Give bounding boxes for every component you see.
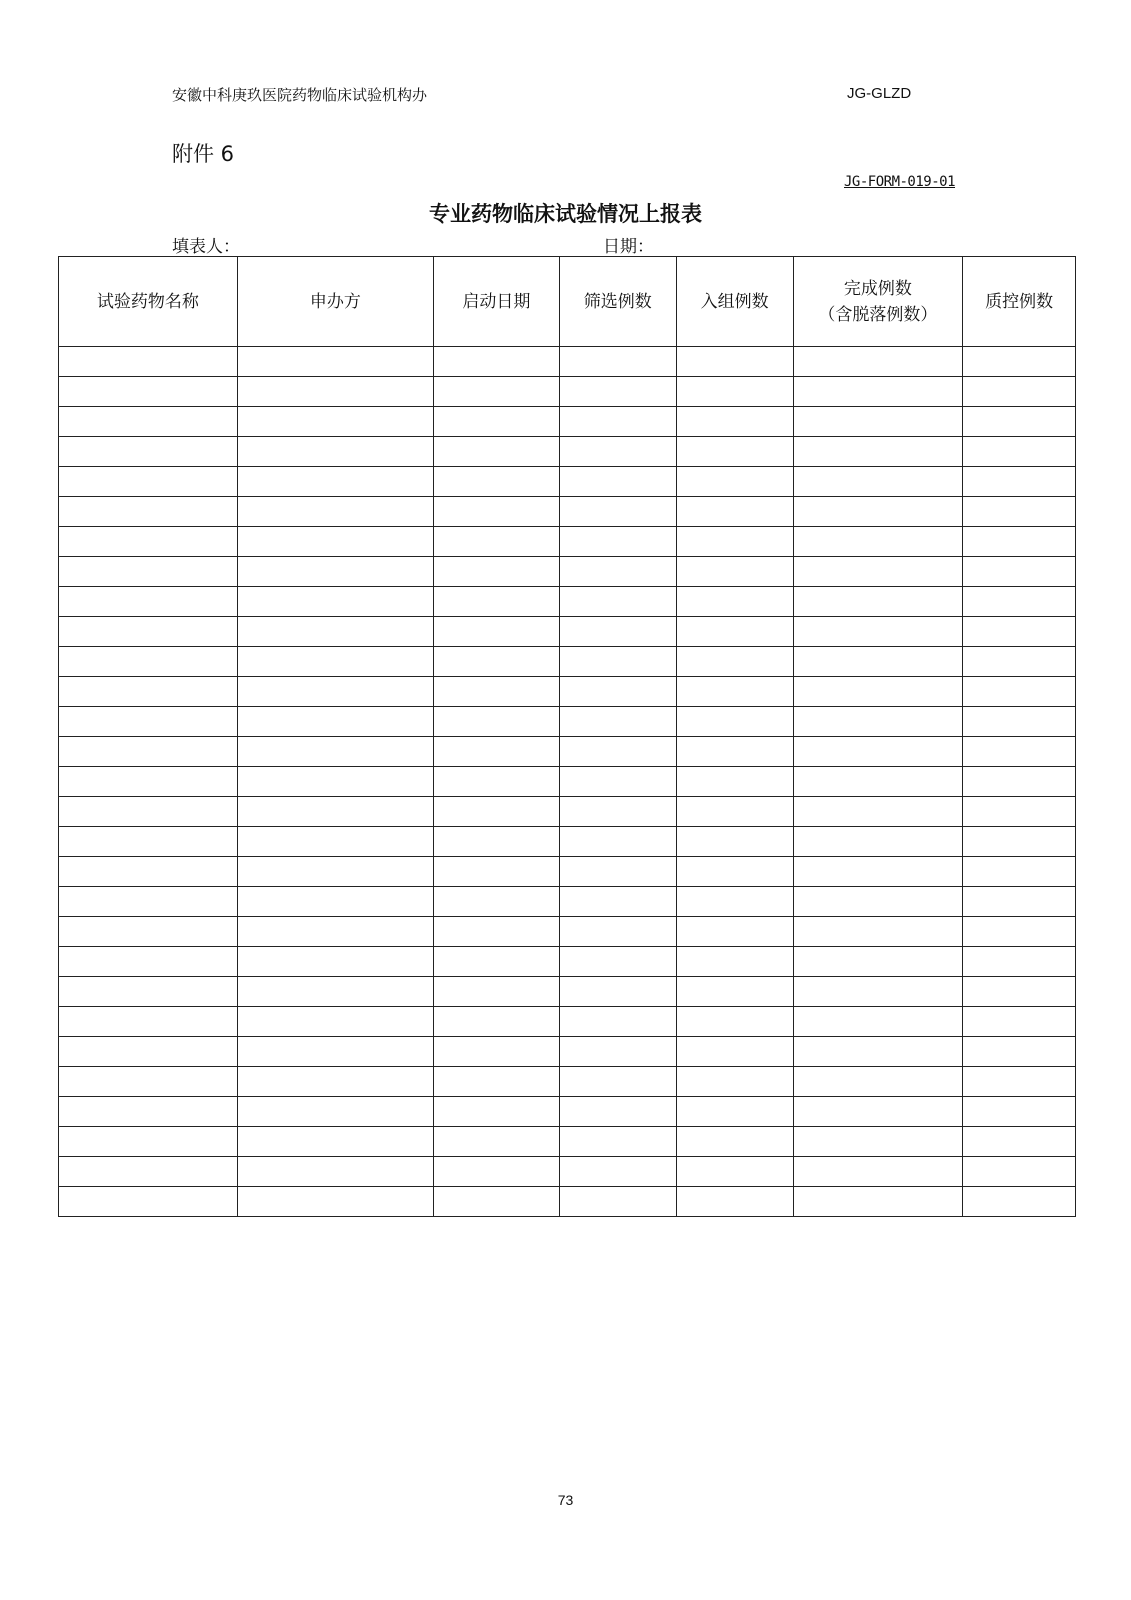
table-cell[interactable] — [433, 797, 559, 827]
table-cell[interactable] — [237, 917, 433, 947]
table-cell[interactable] — [59, 347, 238, 377]
table-row — [59, 617, 1076, 647]
table-cell[interactable] — [559, 647, 676, 677]
table-cell[interactable] — [237, 1067, 433, 1097]
table-cell[interactable] — [793, 497, 963, 527]
table-cell[interactable] — [237, 767, 433, 797]
table-cell[interactable] — [237, 1127, 433, 1157]
table-cell[interactable] — [433, 737, 559, 767]
table-cell[interactable] — [963, 827, 1076, 857]
col-header-screened: 筛选例数 — [559, 257, 676, 347]
table-row — [59, 1037, 1076, 1067]
table-cell[interactable] — [793, 407, 963, 437]
table-row — [59, 917, 1076, 947]
table-cell[interactable] — [793, 737, 963, 767]
table-cell[interactable] — [559, 1037, 676, 1067]
table-cell[interactable] — [433, 1157, 559, 1187]
table-cell[interactable] — [59, 1067, 238, 1097]
table-cell[interactable] — [59, 587, 238, 617]
col-header-start-date: 启动日期 — [433, 257, 559, 347]
table-row — [59, 1187, 1076, 1217]
table-cell[interactable] — [59, 797, 238, 827]
table-cell[interactable] — [963, 617, 1076, 647]
table-cell[interactable] — [237, 377, 433, 407]
table-row — [59, 647, 1076, 677]
table-cell[interactable] — [433, 497, 559, 527]
table-row — [59, 1097, 1076, 1127]
table-header-row — [59, 257, 1076, 347]
table-row — [59, 467, 1076, 497]
table-cell[interactable] — [59, 497, 238, 527]
table-cell[interactable] — [676, 587, 793, 617]
table-cell[interactable] — [433, 1187, 559, 1217]
table-cell[interactable] — [793, 1097, 963, 1127]
table-cell[interactable] — [676, 437, 793, 467]
table-cell[interactable] — [433, 977, 559, 1007]
table-cell[interactable] — [963, 1037, 1076, 1067]
table-row — [59, 797, 1076, 827]
table-cell[interactable] — [676, 737, 793, 767]
table-cell[interactable] — [676, 1097, 793, 1127]
table-cell[interactable] — [237, 647, 433, 677]
table-cell[interactable] — [559, 527, 676, 557]
table-cell[interactable] — [963, 677, 1076, 707]
table-cell[interactable] — [793, 827, 963, 857]
table-cell[interactable] — [793, 347, 963, 377]
table-cell[interactable] — [963, 1097, 1076, 1127]
table-cell[interactable] — [793, 527, 963, 557]
table-cell[interactable] — [433, 1127, 559, 1157]
table-cell[interactable] — [676, 917, 793, 947]
table-cell[interactable] — [676, 857, 793, 887]
table-cell[interactable] — [963, 557, 1076, 587]
table-cell[interactable] — [793, 467, 963, 497]
table-cell[interactable] — [963, 707, 1076, 737]
table-cell[interactable] — [237, 437, 433, 467]
table-cell[interactable] — [963, 1127, 1076, 1157]
table-cell[interactable] — [559, 1127, 676, 1157]
table-cell[interactable] — [237, 557, 433, 587]
table-cell[interactable] — [433, 1097, 559, 1127]
table-cell[interactable] — [559, 407, 676, 437]
table-cell[interactable] — [676, 977, 793, 1007]
table-cell[interactable] — [433, 557, 559, 587]
table-cell[interactable] — [59, 1127, 238, 1157]
table-cell[interactable] — [676, 1187, 793, 1217]
table-cell[interactable] — [59, 1157, 238, 1187]
table-cell[interactable] — [793, 887, 963, 917]
table-cell[interactable] — [559, 617, 676, 647]
table-row — [59, 347, 1076, 377]
table-cell[interactable] — [559, 857, 676, 887]
table-cell[interactable] — [793, 377, 963, 407]
table-cell[interactable] — [793, 557, 963, 587]
table-cell[interactable] — [559, 467, 676, 497]
table-cell[interactable] — [963, 887, 1076, 917]
table-cell[interactable] — [59, 737, 238, 767]
table-cell[interactable] — [559, 827, 676, 857]
table-cell[interactable] — [963, 527, 1076, 557]
table-cell[interactable] — [676, 677, 793, 707]
table-cell[interactable] — [793, 947, 963, 977]
table-cell[interactable] — [676, 1127, 793, 1157]
table-cell[interactable] — [559, 377, 676, 407]
table-cell[interactable] — [676, 707, 793, 737]
table-cell[interactable] — [59, 647, 238, 677]
table-cell[interactable] — [559, 1157, 676, 1187]
table-row — [59, 977, 1076, 1007]
table-cell[interactable] — [559, 1067, 676, 1097]
page-number: 73 — [557, 1492, 574, 1508]
table-cell[interactable] — [433, 347, 559, 377]
table-cell[interactable] — [963, 467, 1076, 497]
table-cell[interactable] — [433, 677, 559, 707]
table-cell[interactable] — [963, 587, 1076, 617]
table-cell[interactable] — [963, 797, 1076, 827]
header-institution: 安徽中科庚玖医院药物临床试验机构办 — [172, 86, 428, 104]
table-row — [59, 737, 1076, 767]
table-row — [59, 1127, 1076, 1157]
table-cell[interactable] — [559, 497, 676, 527]
table-cell[interactable] — [59, 857, 238, 887]
table-cell[interactable] — [433, 377, 559, 407]
table-row — [59, 887, 1076, 917]
table-cell[interactable] — [59, 1007, 238, 1037]
table-cell[interactable] — [59, 977, 238, 1007]
table-row — [59, 707, 1076, 737]
table-cell[interactable] — [559, 557, 676, 587]
table-cell[interactable] — [676, 407, 793, 437]
table-cell[interactable] — [963, 347, 1076, 377]
table-cell[interactable] — [433, 647, 559, 677]
table-cell[interactable] — [793, 437, 963, 467]
table-cell[interactable] — [59, 827, 238, 857]
table-cell[interactable] — [59, 617, 238, 647]
table-cell[interactable] — [676, 377, 793, 407]
table-cell[interactable] — [433, 437, 559, 467]
table-row — [59, 857, 1076, 887]
table-cell[interactable] — [793, 587, 963, 617]
table-cell[interactable] — [963, 1007, 1076, 1037]
table-cell[interactable] — [433, 887, 559, 917]
table-cell[interactable] — [793, 1007, 963, 1037]
table-cell[interactable] — [433, 467, 559, 497]
table-cell[interactable] — [559, 737, 676, 767]
table-cell[interactable] — [676, 617, 793, 647]
table-cell[interactable] — [676, 1037, 793, 1067]
table-cell[interactable] — [676, 1067, 793, 1097]
table-cell[interactable] — [963, 737, 1076, 767]
table-row — [59, 557, 1076, 587]
form-title: 专业药物临床试验情况上报表 — [429, 202, 702, 226]
table-row — [59, 827, 1076, 857]
filler-label: 填表人： — [172, 237, 240, 257]
table-cell[interactable] — [237, 797, 433, 827]
table-cell[interactable] — [676, 347, 793, 377]
table-cell[interactable] — [433, 407, 559, 437]
table-cell[interactable] — [237, 527, 433, 557]
table-cell[interactable] — [59, 917, 238, 947]
table-cell[interactable] — [237, 887, 433, 917]
table-cell[interactable] — [237, 1157, 433, 1187]
table-cell[interactable] — [793, 617, 963, 647]
table-cell[interactable] — [433, 707, 559, 737]
date-label: 日期： — [603, 237, 654, 257]
table-cell[interactable] — [237, 1037, 433, 1067]
table-cell[interactable] — [676, 887, 793, 917]
header-doc-code: JG-GLZD — [847, 85, 912, 102]
table-cell[interactable] — [559, 347, 676, 377]
table-cell[interactable] — [59, 1097, 238, 1127]
col-header-enrolled: 入组例数 — [676, 257, 793, 347]
table-cell[interactable] — [559, 587, 676, 617]
table-cell[interactable] — [676, 947, 793, 977]
table-cell[interactable] — [793, 1127, 963, 1157]
table-cell[interactable] — [676, 527, 793, 557]
table-cell[interactable] — [793, 1067, 963, 1097]
table-cell[interactable] — [559, 767, 676, 797]
table-cell[interactable] — [963, 1187, 1076, 1217]
table-cell[interactable] — [237, 737, 433, 767]
table-cell[interactable] — [59, 437, 238, 467]
table-cell[interactable] — [59, 1037, 238, 1067]
table-cell[interactable] — [59, 887, 238, 917]
table-cell[interactable] — [237, 617, 433, 647]
table-cell[interactable] — [676, 647, 793, 677]
table-cell[interactable] — [676, 497, 793, 527]
table-cell[interactable] — [237, 407, 433, 437]
table-cell[interactable] — [559, 947, 676, 977]
table-row — [59, 497, 1076, 527]
table-cell[interactable] — [559, 797, 676, 827]
col-header-sponsor: 申办方 — [237, 257, 433, 347]
table-cell[interactable] — [963, 857, 1076, 887]
table-cell[interactable] — [963, 1157, 1076, 1187]
table-cell[interactable] — [559, 1187, 676, 1217]
table-row — [59, 587, 1076, 617]
table-row — [59, 377, 1076, 407]
table-cell[interactable] — [559, 1097, 676, 1127]
table-cell[interactable] — [793, 977, 963, 1007]
table-cell[interactable] — [59, 527, 238, 557]
table-cell[interactable] — [59, 377, 238, 407]
table-cell[interactable] — [237, 1007, 433, 1037]
table-cell[interactable] — [559, 1007, 676, 1037]
table-cell[interactable] — [676, 467, 793, 497]
form-code: JG-FORM-019-01 — [844, 174, 956, 190]
table-cell[interactable] — [559, 677, 676, 707]
table-cell[interactable] — [559, 917, 676, 947]
table-cell[interactable] — [793, 857, 963, 887]
table-cell[interactable] — [793, 917, 963, 947]
table-cell[interactable] — [793, 767, 963, 797]
table-row — [59, 1007, 1076, 1037]
table-cell[interactable] — [963, 977, 1076, 1007]
table-cell[interactable] — [237, 677, 433, 707]
table-cell[interactable] — [559, 707, 676, 737]
table-cell[interactable] — [676, 1157, 793, 1187]
table-cell[interactable] — [559, 887, 676, 917]
table-cell[interactable] — [963, 377, 1076, 407]
table-cell[interactable] — [237, 1097, 433, 1127]
table-cell[interactable] — [433, 587, 559, 617]
table-cell[interactable] — [59, 1187, 238, 1217]
table-cell[interactable] — [433, 917, 559, 947]
table-cell[interactable] — [237, 707, 433, 737]
table-cell[interactable] — [793, 647, 963, 677]
table-cell[interactable] — [559, 437, 676, 467]
table-cell[interactable] — [237, 977, 433, 1007]
table-cell[interactable] — [59, 947, 238, 977]
table-cell[interactable] — [237, 347, 433, 377]
table-cell[interactable] — [237, 947, 433, 977]
table-cell[interactable] — [59, 467, 238, 497]
table-cell[interactable] — [963, 437, 1076, 467]
table-row — [59, 767, 1076, 797]
table-cell[interactable] — [793, 1157, 963, 1187]
table-row — [59, 1157, 1076, 1187]
table-cell[interactable] — [59, 407, 238, 437]
table-cell[interactable] — [59, 557, 238, 587]
table-cell[interactable] — [676, 767, 793, 797]
table-cell[interactable] — [793, 707, 963, 737]
table-cell[interactable] — [433, 857, 559, 887]
table-cell[interactable] — [963, 647, 1076, 677]
table-cell[interactable] — [433, 767, 559, 797]
table-cell[interactable] — [559, 977, 676, 1007]
table-cell[interactable] — [793, 1187, 963, 1217]
table-cell[interactable] — [793, 797, 963, 827]
table-cell[interactable] — [433, 1007, 559, 1037]
table-cell[interactable] — [676, 797, 793, 827]
table-row — [59, 527, 1076, 557]
table-cell[interactable] — [963, 947, 1076, 977]
table-cell[interactable] — [59, 707, 238, 737]
table-cell[interactable] — [237, 497, 433, 527]
table-cell[interactable] — [237, 587, 433, 617]
col-header-drug-name: 试验药物名称 — [59, 257, 238, 347]
table-cell[interactable] — [433, 827, 559, 857]
table-row — [59, 1067, 1076, 1097]
table-cell[interactable] — [963, 407, 1076, 437]
table-cell[interactable] — [963, 917, 1076, 947]
table-cell[interactable] — [963, 767, 1076, 797]
table-cell[interactable] — [433, 617, 559, 647]
table-cell[interactable] — [793, 1037, 963, 1067]
table-cell[interactable] — [237, 467, 433, 497]
table-row — [59, 407, 1076, 437]
table-row — [59, 437, 1076, 467]
table-row — [59, 677, 1076, 707]
table-cell[interactable] — [676, 1007, 793, 1037]
table-cell[interactable] — [793, 677, 963, 707]
table-cell[interactable] — [433, 1067, 559, 1097]
report-table — [58, 256, 1076, 1217]
table-cell[interactable] — [676, 557, 793, 587]
table-cell[interactable] — [433, 527, 559, 557]
table-cell[interactable] — [676, 827, 793, 857]
table-cell[interactable] — [237, 827, 433, 857]
table-row — [59, 947, 1076, 977]
table-cell[interactable] — [59, 767, 238, 797]
table-cell[interactable] — [59, 677, 238, 707]
col-header-completed: 完成例数 （含脱落例数） — [793, 257, 963, 347]
table-cell[interactable] — [963, 1067, 1076, 1097]
col-header-qc: 质控例数 — [963, 257, 1076, 347]
attachment-label: 附件 6 — [172, 142, 235, 166]
table-cell[interactable] — [433, 947, 559, 977]
table-cell[interactable] — [963, 497, 1076, 527]
table-cell[interactable] — [237, 857, 433, 887]
table-cell[interactable] — [237, 1187, 433, 1217]
table-cell[interactable] — [433, 1037, 559, 1067]
